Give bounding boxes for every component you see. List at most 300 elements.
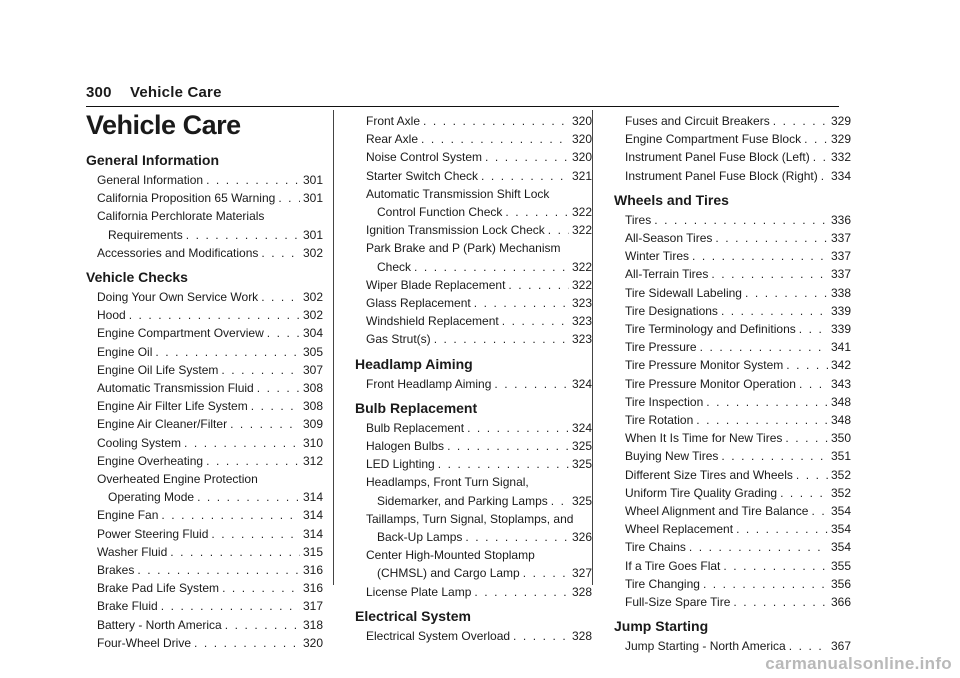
toc-entry-page: 354 bbox=[830, 540, 851, 555]
toc-entry-page: 308 bbox=[302, 381, 323, 396]
toc-entry[interactable] bbox=[355, 112, 592, 130]
dot-leader bbox=[700, 338, 828, 356]
toc-entry-page: 329 bbox=[830, 132, 851, 147]
dot-leader bbox=[502, 312, 569, 330]
dot-leader bbox=[222, 579, 300, 597]
toc-entry-page: 320 bbox=[571, 132, 592, 147]
toc-entry-page: 367 bbox=[830, 639, 851, 654]
dot-leader bbox=[261, 244, 300, 262]
toc-entry-title: Headlamps, Front Turn Signal, bbox=[366, 475, 529, 490]
toc-entry[interactable] bbox=[355, 473, 592, 509]
toc-entry-title: Instrument Panel Fuse Block (Right) bbox=[625, 168, 818, 183]
toc-entry[interactable] bbox=[614, 447, 851, 465]
dot-leader bbox=[414, 258, 569, 276]
toc-entry-page: 325 bbox=[571, 457, 592, 472]
toc-entry-title: Engine Compartment Fuse Block bbox=[625, 132, 802, 147]
toc-entry-page: 352 bbox=[830, 467, 851, 482]
toc-entry-title: Engine Overheating bbox=[97, 453, 204, 468]
dot-leader bbox=[438, 455, 569, 473]
toc-entry[interactable] bbox=[86, 597, 323, 615]
toc-entry-page: 305 bbox=[302, 344, 323, 359]
dot-leader bbox=[221, 361, 300, 379]
toc-entry-title: Center High-Mounted Stoplamp bbox=[366, 548, 535, 563]
toc-entry-title: Cooling System bbox=[97, 435, 182, 450]
toc-entry[interactable] bbox=[614, 320, 851, 338]
toc-entry[interactable] bbox=[614, 148, 851, 166]
toc-entry[interactable] bbox=[86, 634, 323, 652]
dot-leader bbox=[723, 557, 828, 575]
dot-leader bbox=[715, 229, 828, 247]
toc-entry-page: 302 bbox=[302, 308, 323, 323]
toc-entry-title-cont: Sidemarker, and Parking Lamps bbox=[377, 493, 548, 508]
dot-leader bbox=[745, 284, 828, 302]
toc-entry-page: 341 bbox=[830, 340, 851, 355]
dot-leader bbox=[494, 375, 569, 393]
dot-leader bbox=[551, 492, 569, 510]
toc-entry[interactable] bbox=[614, 593, 851, 611]
toc-entry-title: Overheated Engine Protection bbox=[97, 472, 258, 487]
dot-leader bbox=[813, 148, 828, 166]
dot-leader bbox=[186, 226, 300, 244]
dot-leader bbox=[804, 130, 828, 148]
dot-leader bbox=[706, 393, 828, 411]
toc-entry-page: 301 bbox=[302, 227, 323, 242]
toc-entry[interactable] bbox=[614, 429, 851, 447]
toc-entry[interactable] bbox=[355, 167, 592, 185]
toc-entry[interactable] bbox=[355, 294, 592, 312]
toc-entry-title: Power Steering Fluid bbox=[97, 526, 209, 541]
toc-entry-continuation bbox=[366, 528, 592, 546]
toc-entry-page: 366 bbox=[830, 595, 851, 610]
toc-entry[interactable] bbox=[614, 130, 851, 148]
toc-entry-title: Fuses and Circuit Breakers bbox=[625, 114, 770, 128]
toc-entry-page: 355 bbox=[830, 558, 851, 573]
toc-entry-title: Tire Designations bbox=[625, 303, 718, 318]
dot-leader bbox=[197, 488, 300, 506]
toc-entry-title: Wheel Alignment and Tire Balance bbox=[625, 504, 809, 519]
toc-entry-title: Uniform Tire Quality Grading bbox=[625, 485, 778, 500]
toc-entry[interactable] bbox=[86, 470, 323, 506]
toc-entry-title: Taillamps, Turn Signal, Stoplamps, and bbox=[366, 511, 574, 526]
toc-entry-title: Battery - North America bbox=[97, 617, 222, 632]
toc-entry[interactable] bbox=[614, 538, 851, 556]
toc-entry-title: Rear Axle bbox=[366, 132, 419, 147]
toc-entry-title: Glass Replacement bbox=[366, 296, 471, 311]
dot-leader bbox=[508, 276, 569, 294]
toc-entry-page: 310 bbox=[302, 435, 323, 450]
toc-entry-page: 327 bbox=[571, 566, 592, 581]
toc-entry[interactable] bbox=[355, 148, 592, 166]
toc-entry-page: 317 bbox=[302, 599, 323, 614]
toc-entry-page: 309 bbox=[302, 417, 323, 432]
section-heading: Headlamp Aiming bbox=[355, 355, 473, 372]
toc-entry[interactable] bbox=[355, 455, 592, 473]
dot-leader bbox=[225, 616, 300, 634]
toc-entry-title: California Perchlorate Materials bbox=[97, 209, 265, 224]
toc-entry-page: 308 bbox=[302, 399, 323, 414]
toc-entry[interactable] bbox=[614, 466, 851, 484]
toc-entry-title: Hood bbox=[97, 308, 126, 323]
section-heading: Jump Starting bbox=[614, 618, 709, 635]
toc-entry[interactable] bbox=[614, 265, 851, 283]
toc-entry-page: 324 bbox=[571, 420, 592, 435]
toc-entry-title: Automatic Transmission Fluid bbox=[97, 381, 254, 396]
dot-leader bbox=[505, 203, 569, 221]
toc-entry[interactable] bbox=[86, 244, 323, 262]
toc-entry-page: 304 bbox=[302, 326, 323, 341]
toc-entry-page: 337 bbox=[830, 267, 851, 282]
toc-entry[interactable] bbox=[86, 543, 323, 561]
toc-entry-page: 328 bbox=[571, 628, 592, 643]
dot-leader bbox=[184, 434, 300, 452]
section-heading: Bulb Replacement bbox=[355, 399, 478, 416]
dot-leader bbox=[447, 437, 569, 455]
toc-entry[interactable] bbox=[86, 324, 323, 342]
dot-leader bbox=[721, 302, 828, 320]
dot-leader bbox=[161, 506, 300, 524]
toc-entry-title: Different Size Tires and Wheels bbox=[625, 467, 793, 482]
toc-entry[interactable] bbox=[614, 112, 851, 130]
toc-entry-continuation bbox=[366, 492, 592, 510]
toc-entry-title: If a Tire Goes Flat bbox=[625, 558, 721, 573]
toc-entry-title: Engine Air Cleaner/Filter bbox=[97, 417, 228, 432]
toc-entry-title: LED Lighting bbox=[366, 457, 435, 472]
toc-entry[interactable] bbox=[86, 452, 323, 470]
toc-entry-title: Ignition Transmission Lock Check bbox=[366, 223, 545, 238]
toc-entry[interactable] bbox=[614, 338, 851, 356]
dot-leader bbox=[206, 171, 300, 189]
toc-entry-title-cont: Back-Up Lamps bbox=[377, 530, 463, 545]
toc-entry-title: Noise Control System bbox=[366, 150, 483, 165]
toc-entry-continuation bbox=[366, 203, 592, 221]
toc-entry-continuation bbox=[366, 564, 592, 582]
toc-entry-page: 332 bbox=[830, 150, 851, 165]
toc-entry[interactable] bbox=[614, 284, 851, 302]
dot-leader bbox=[721, 447, 828, 465]
section-heading: Wheels and Tires bbox=[614, 191, 729, 208]
toc-entry[interactable] bbox=[86, 397, 323, 415]
toc-entry[interactable] bbox=[355, 627, 592, 645]
toc-column-3 bbox=[614, 112, 851, 655]
dot-leader bbox=[654, 211, 828, 229]
dot-leader bbox=[786, 356, 828, 374]
dot-leader bbox=[194, 634, 300, 652]
dot-leader bbox=[703, 575, 828, 593]
toc-entry-page: 343 bbox=[830, 376, 851, 391]
toc-entry-page: 316 bbox=[302, 563, 323, 578]
toc-entry-title: Instrument Panel Fuse Block (Left) bbox=[625, 150, 810, 165]
dot-leader bbox=[421, 130, 569, 148]
toc-entry-title: When It Is Time for New Tires bbox=[625, 431, 783, 446]
toc-entry[interactable] bbox=[355, 437, 592, 455]
toc-entry-page: 336 bbox=[830, 212, 851, 227]
toc-entry[interactable] bbox=[86, 616, 323, 634]
header-rule bbox=[86, 106, 839, 107]
toc-entry-page: 339 bbox=[830, 322, 851, 337]
toc-entry-page: 350 bbox=[830, 431, 851, 446]
section-heading: General Information bbox=[86, 152, 220, 168]
toc-entry[interactable] bbox=[86, 288, 323, 306]
toc-entry[interactable] bbox=[355, 419, 592, 437]
dot-leader bbox=[278, 189, 300, 207]
toc-entry-page: 302 bbox=[302, 290, 323, 305]
toc-entry-page: 315 bbox=[302, 544, 323, 559]
toc-entry-continuation bbox=[366, 258, 592, 276]
toc-entry[interactable] bbox=[86, 343, 323, 361]
toc-entry[interactable] bbox=[614, 520, 851, 538]
toc-entry-page: 307 bbox=[302, 362, 323, 377]
column-divider bbox=[333, 110, 334, 585]
toc-entry-page: 356 bbox=[830, 576, 851, 591]
toc-entry-title: Tire Inspection bbox=[625, 394, 704, 409]
toc-entry-title-cont: Control Function Check bbox=[377, 205, 503, 220]
dot-leader bbox=[155, 343, 300, 361]
dot-leader bbox=[811, 502, 828, 520]
toc-entry[interactable] bbox=[355, 239, 592, 275]
toc-entry-title: Tire Pressure bbox=[625, 340, 697, 355]
toc-entry-title: Tire Rotation bbox=[625, 413, 694, 428]
toc-entry-title: Washer Fluid bbox=[97, 544, 168, 559]
toc-entry-title: Accessories and Modifications bbox=[97, 245, 259, 260]
toc-entry-title: Electrical System Overload bbox=[366, 628, 511, 643]
toc-entry-continuation bbox=[97, 488, 323, 506]
dot-leader bbox=[206, 452, 300, 470]
toc-entry-title: All-Season Tires bbox=[625, 231, 713, 246]
dot-leader bbox=[161, 597, 300, 615]
toc-entry-title: Windshield Replacement bbox=[366, 314, 499, 329]
dot-leader bbox=[261, 288, 300, 306]
dot-leader bbox=[799, 320, 828, 338]
toc-entry-page: 321 bbox=[571, 168, 592, 183]
toc-entry[interactable] bbox=[614, 575, 851, 593]
running-header bbox=[86, 84, 222, 101]
dot-leader bbox=[796, 466, 828, 484]
dot-leader bbox=[799, 375, 828, 393]
column-divider bbox=[592, 110, 593, 585]
toc-column-1 bbox=[86, 150, 323, 652]
toc-entry-page: 329 bbox=[830, 114, 851, 128]
toc-entry-title: Engine Compartment Overview bbox=[97, 326, 264, 341]
toc-entry[interactable] bbox=[86, 561, 323, 579]
toc-entry-page: 320 bbox=[302, 635, 323, 650]
toc-entry-page: 314 bbox=[302, 526, 323, 541]
toc-entry-page: 314 bbox=[302, 490, 323, 505]
toc-entry-title: Tire Pressure Monitor Operation bbox=[625, 376, 796, 391]
toc-entry[interactable] bbox=[614, 557, 851, 575]
dot-leader bbox=[692, 247, 828, 265]
toc-entry-page: 323 bbox=[571, 296, 592, 311]
dot-leader bbox=[137, 561, 300, 579]
toc-entry-title: Full-Size Spare Tire bbox=[625, 595, 731, 610]
toc-entry[interactable] bbox=[614, 356, 851, 374]
toc-entry-page: 322 bbox=[571, 277, 592, 292]
toc-entry[interactable] bbox=[614, 375, 851, 393]
toc-entry-page: 323 bbox=[571, 332, 592, 347]
toc-entry-title: Wiper Blade Replacement bbox=[366, 277, 506, 292]
dot-leader bbox=[785, 429, 828, 447]
dot-leader bbox=[423, 112, 569, 130]
toc-entry-page: 326 bbox=[571, 530, 592, 545]
toc-entry-page: 342 bbox=[830, 358, 851, 373]
dot-leader bbox=[711, 265, 828, 283]
toc-entry-page: 322 bbox=[571, 223, 592, 238]
dot-leader bbox=[523, 564, 569, 582]
toc-entry-title: Tire Terminology and Definitions bbox=[625, 322, 796, 337]
toc-entry-title: Brakes bbox=[97, 563, 135, 578]
dot-leader bbox=[821, 167, 828, 185]
toc-entry[interactable] bbox=[355, 221, 592, 239]
toc-entry-title: Park Brake and P (Park) Mechanism bbox=[366, 241, 561, 256]
toc-entry[interactable] bbox=[86, 525, 323, 543]
toc-entry-page: 312 bbox=[302, 453, 323, 468]
toc-entry-page: 354 bbox=[830, 522, 851, 537]
toc-entry[interactable] bbox=[614, 393, 851, 411]
dot-leader bbox=[129, 306, 300, 324]
dot-leader bbox=[467, 419, 569, 437]
dot-leader bbox=[733, 593, 828, 611]
toc-entry-page: 316 bbox=[302, 581, 323, 596]
toc-entry[interactable] bbox=[86, 189, 323, 207]
toc-entry[interactable] bbox=[86, 434, 323, 452]
dot-leader bbox=[736, 520, 828, 538]
dot-leader bbox=[513, 627, 569, 645]
toc-entry-title: Starter Switch Check bbox=[366, 168, 479, 183]
toc-entry-page: 348 bbox=[830, 413, 851, 428]
toc-entry-title: Brake Pad Life System bbox=[97, 581, 220, 596]
toc-entry-page: 354 bbox=[830, 504, 851, 519]
section-heading: Electrical System bbox=[355, 607, 471, 624]
toc-entry[interactable] bbox=[614, 302, 851, 320]
dot-leader bbox=[696, 411, 828, 429]
toc-entry-title: Brake Fluid bbox=[97, 599, 158, 614]
toc-entry-title: Front Axle bbox=[366, 114, 421, 128]
toc-entry[interactable] bbox=[86, 207, 323, 243]
toc-entry-title: General Information bbox=[97, 173, 204, 187]
toc-entry-page: 325 bbox=[571, 493, 592, 508]
toc-entry-page: 351 bbox=[830, 449, 851, 464]
dot-leader bbox=[474, 294, 569, 312]
toc-entry-title: California Proposition 65 Warning bbox=[97, 191, 276, 206]
toc-entry-page: 301 bbox=[302, 191, 323, 206]
toc-entry-continuation bbox=[97, 226, 323, 244]
dot-leader bbox=[251, 397, 300, 415]
toc-entry-title: All-Terrain Tires bbox=[625, 267, 709, 282]
toc-entry-title: Bulb Replacement bbox=[366, 420, 465, 435]
toc-entry-page: 302 bbox=[302, 245, 323, 260]
toc-entry[interactable] bbox=[355, 312, 592, 330]
toc-entry-title: Tire Sidewall Labeling bbox=[625, 285, 742, 300]
toc-entry-title: Tire Pressure Monitor System bbox=[625, 358, 784, 373]
toc-entry-page: 322 bbox=[571, 259, 592, 274]
toc-entry-title: Engine Oil Life System bbox=[97, 362, 219, 377]
dot-leader bbox=[434, 330, 569, 348]
toc-entry-page: 323 bbox=[571, 314, 592, 329]
toc-entry-page: 324 bbox=[571, 376, 592, 391]
toc-entry[interactable] bbox=[614, 411, 851, 429]
toc-entry-page: 325 bbox=[571, 439, 592, 454]
toc-entry[interactable] bbox=[355, 130, 592, 148]
toc-entry[interactable] bbox=[355, 510, 592, 546]
toc-entry-title: Doing Your Own Service Work bbox=[97, 290, 259, 305]
toc-entry-title: License Plate Lamp bbox=[366, 584, 472, 599]
toc-entry[interactable] bbox=[355, 330, 592, 348]
toc-entry-title: Engine Fan bbox=[97, 508, 159, 523]
toc-column-2 bbox=[355, 112, 592, 645]
toc-entry-page: 338 bbox=[830, 285, 851, 300]
toc-entry[interactable] bbox=[614, 229, 851, 247]
toc-entry-page: 339 bbox=[830, 303, 851, 318]
toc-entry-page: 328 bbox=[571, 584, 592, 599]
toc-entry[interactable] bbox=[614, 247, 851, 265]
dot-leader bbox=[481, 167, 569, 185]
toc-entry[interactable] bbox=[355, 276, 592, 294]
toc-entry[interactable] bbox=[355, 546, 592, 582]
toc-entry-page: 337 bbox=[830, 231, 851, 246]
toc-entry[interactable] bbox=[355, 185, 592, 221]
dot-leader bbox=[548, 221, 569, 239]
toc-entry[interactable] bbox=[86, 171, 323, 189]
toc-entry-title: Front Headlamp Aiming bbox=[366, 376, 492, 391]
toc-entry-title-cont: Operating Mode bbox=[108, 490, 195, 505]
dot-leader bbox=[780, 484, 828, 502]
toc-entry-title: Halogen Bulbs bbox=[366, 439, 445, 454]
toc-entry[interactable] bbox=[86, 361, 323, 379]
toc-entry-page: 352 bbox=[830, 485, 851, 500]
toc-entry-title: Wheel Replacement bbox=[625, 522, 734, 537]
toc-entry-title-cont: (CHMSL) and Cargo Lamp bbox=[377, 566, 520, 581]
toc-entry-title: Tires bbox=[625, 212, 652, 227]
toc-entry[interactable] bbox=[355, 375, 592, 393]
toc-entry[interactable] bbox=[86, 306, 323, 324]
toc-entry-title-cont: Requirements bbox=[108, 227, 183, 242]
toc-entry-title: Jump Starting - North America bbox=[625, 639, 786, 654]
toc-entry-title: Automatic Transmission Shift Lock bbox=[366, 186, 550, 201]
toc-entry-title: Tire Chains bbox=[625, 540, 686, 555]
dot-leader bbox=[230, 415, 300, 433]
toc-entry-page: 314 bbox=[302, 508, 323, 523]
toc-entry-title-cont: Check bbox=[377, 259, 412, 274]
toc-entry-page: 334 bbox=[830, 168, 851, 183]
toc-entry-page: 320 bbox=[571, 150, 592, 165]
toc-entry[interactable] bbox=[614, 502, 851, 520]
dot-leader bbox=[465, 528, 569, 546]
toc-entry-title: Engine Air Filter Life System bbox=[97, 399, 248, 414]
toc-entry[interactable] bbox=[614, 211, 851, 229]
toc-entry-page: 318 bbox=[302, 617, 323, 632]
toc-entry-title: Tire Changing bbox=[625, 576, 700, 591]
toc-entry[interactable] bbox=[86, 379, 323, 397]
toc-entry-title: Buying New Tires bbox=[625, 449, 719, 464]
dot-leader bbox=[474, 583, 569, 601]
toc-entry[interactable] bbox=[355, 583, 592, 601]
page-number: 300 bbox=[86, 84, 112, 101]
dot-leader bbox=[211, 525, 300, 543]
toc-entry[interactable] bbox=[614, 167, 851, 185]
dot-leader bbox=[257, 379, 300, 397]
page-title: Vehicle Care bbox=[86, 110, 241, 140]
running-title: Vehicle Care bbox=[130, 84, 222, 101]
section-heading: Vehicle Checks bbox=[86, 269, 188, 286]
toc-entry-page: 301 bbox=[302, 173, 323, 187]
toc-entry-page: 322 bbox=[571, 205, 592, 220]
toc-entry[interactable] bbox=[86, 415, 323, 433]
toc-entry[interactable] bbox=[614, 637, 851, 655]
dot-leader bbox=[485, 148, 569, 166]
toc-entry[interactable] bbox=[86, 579, 323, 597]
toc-entry[interactable] bbox=[614, 484, 851, 502]
toc-entry[interactable] bbox=[86, 506, 323, 524]
dot-leader bbox=[689, 538, 828, 556]
